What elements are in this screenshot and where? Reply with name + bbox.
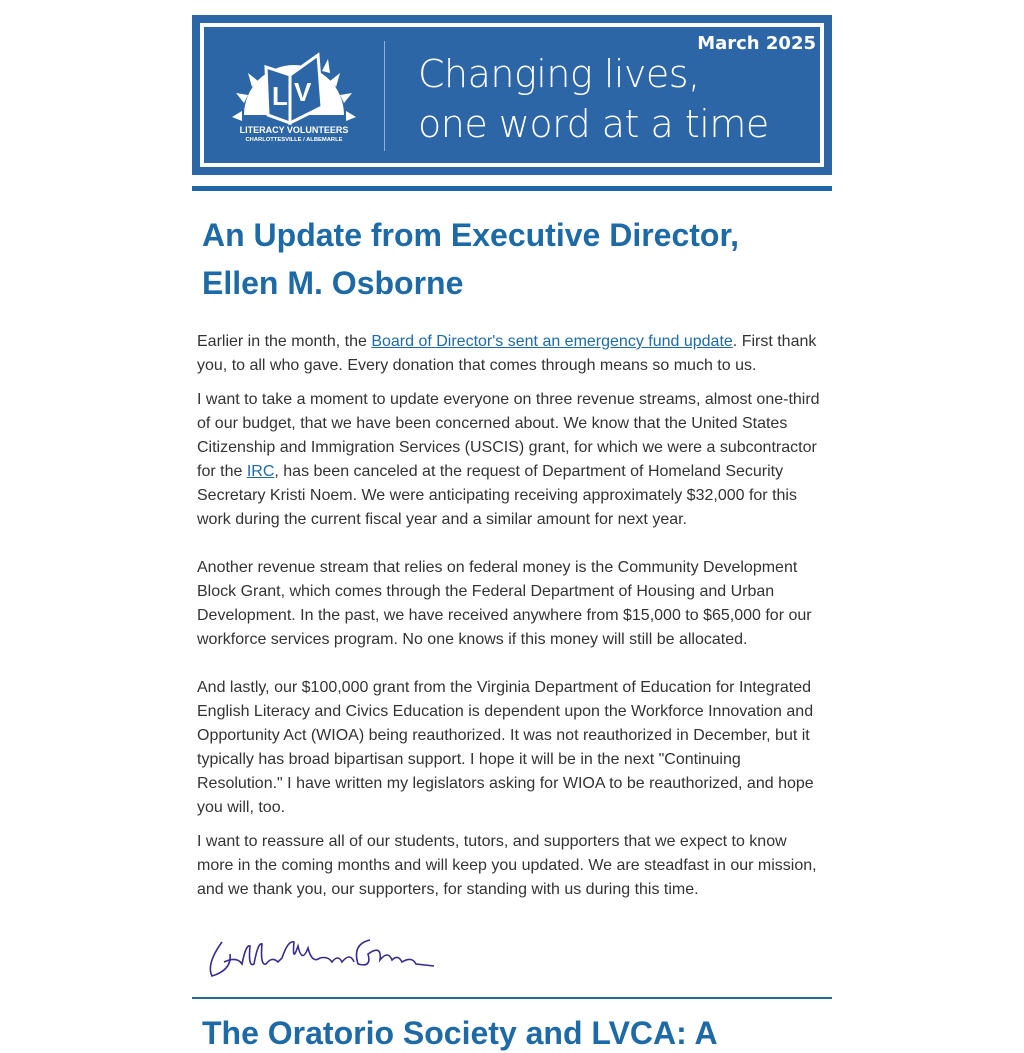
banner-divider [384, 41, 385, 151]
board-update-link[interactable]: Board of Director's sent an emergency fund update [371, 333, 733, 350]
svg-text:LITERACY VOLUNTEERS: LITERACY VOLUNTEERS [239, 125, 349, 135]
title-line: An Update from Executive Director, [202, 217, 740, 253]
text: , has been canceled at the request of Department of Homeland Security Secretary Kristi Noem. We were anticipating receiving approximately $32,000 for this work during the current fiscal year and a similar amount for next year. [197, 463, 797, 528]
literacy-volunteers-logo [224, 45, 364, 145]
paragraph: And lastly, our $100,000 grant from the Virginia Department of Education for Integrated English Literacy and Civics Education is dependent upon the Workforce Innovation and Opportunity Act (WIOA) being reauthorized. It was not reauthorized in December, but it typically has broad bipartisan support. I hope it will be in the next "Continuing Resolution." I have written my legislators asking for WIOA to be reauthorized, and hope you will, too. [197, 679, 814, 816]
header-banner [192, 15, 832, 175]
text: I want to take a moment to update everyone on three revenue streams, almost one-third of our budget, that we have been concerned about. We know that the United States Citizenship and Immigration Services (USCIS) grant, for which we were a subcontractor for the [197, 391, 820, 480]
article-title [202, 211, 832, 307]
tagline-line: Changing lives, [418, 52, 700, 96]
newsletter [192, 0, 832, 1053]
tagline-line: one word at a time [418, 102, 769, 146]
article-title: The Oratorio Society and LVCA: A [202, 1015, 718, 1051]
article-body [192, 330, 832, 902]
svg-text:L: L [272, 81, 288, 111]
svg-text:CHARLOTTESVILLE / ALBEMARLE: CHARLOTTESVILLE / ALBEMARLE [245, 137, 343, 143]
paragraph: I want to reassure all of our students, tutors, and supporters that we expect to know more in the coming months and will keep you updated. We are steadfast in our mission, and we thank you, our supporters, for standing with us during this time. [197, 833, 817, 898]
header-bar [192, 186, 832, 191]
title-line: Ellen M. Osborne [202, 265, 464, 301]
text: . First thank you, to all who gave. Every donation that comes through means so much to us. [197, 333, 817, 374]
paragraph [197, 330, 827, 378]
tagline [418, 49, 769, 149]
paragraph [197, 388, 827, 532]
text: Earlier in the month, the [197, 333, 372, 350]
signature-image [202, 934, 442, 984]
svg-text:V: V [294, 77, 312, 107]
irc-link[interactable]: IRC [246, 463, 275, 480]
paragraph: Another revenue stream that relies on federal money is the Community Development Block Grant, which comes through the Federal Department of Housing and Urban Development. In the past, we have received anywhere from $15,000 to $65,000 for our workforce services program. No one knows if this money will still be allocated. [197, 559, 812, 648]
issue-date: March 2025 [697, 33, 816, 54]
section-divider [192, 997, 832, 999]
